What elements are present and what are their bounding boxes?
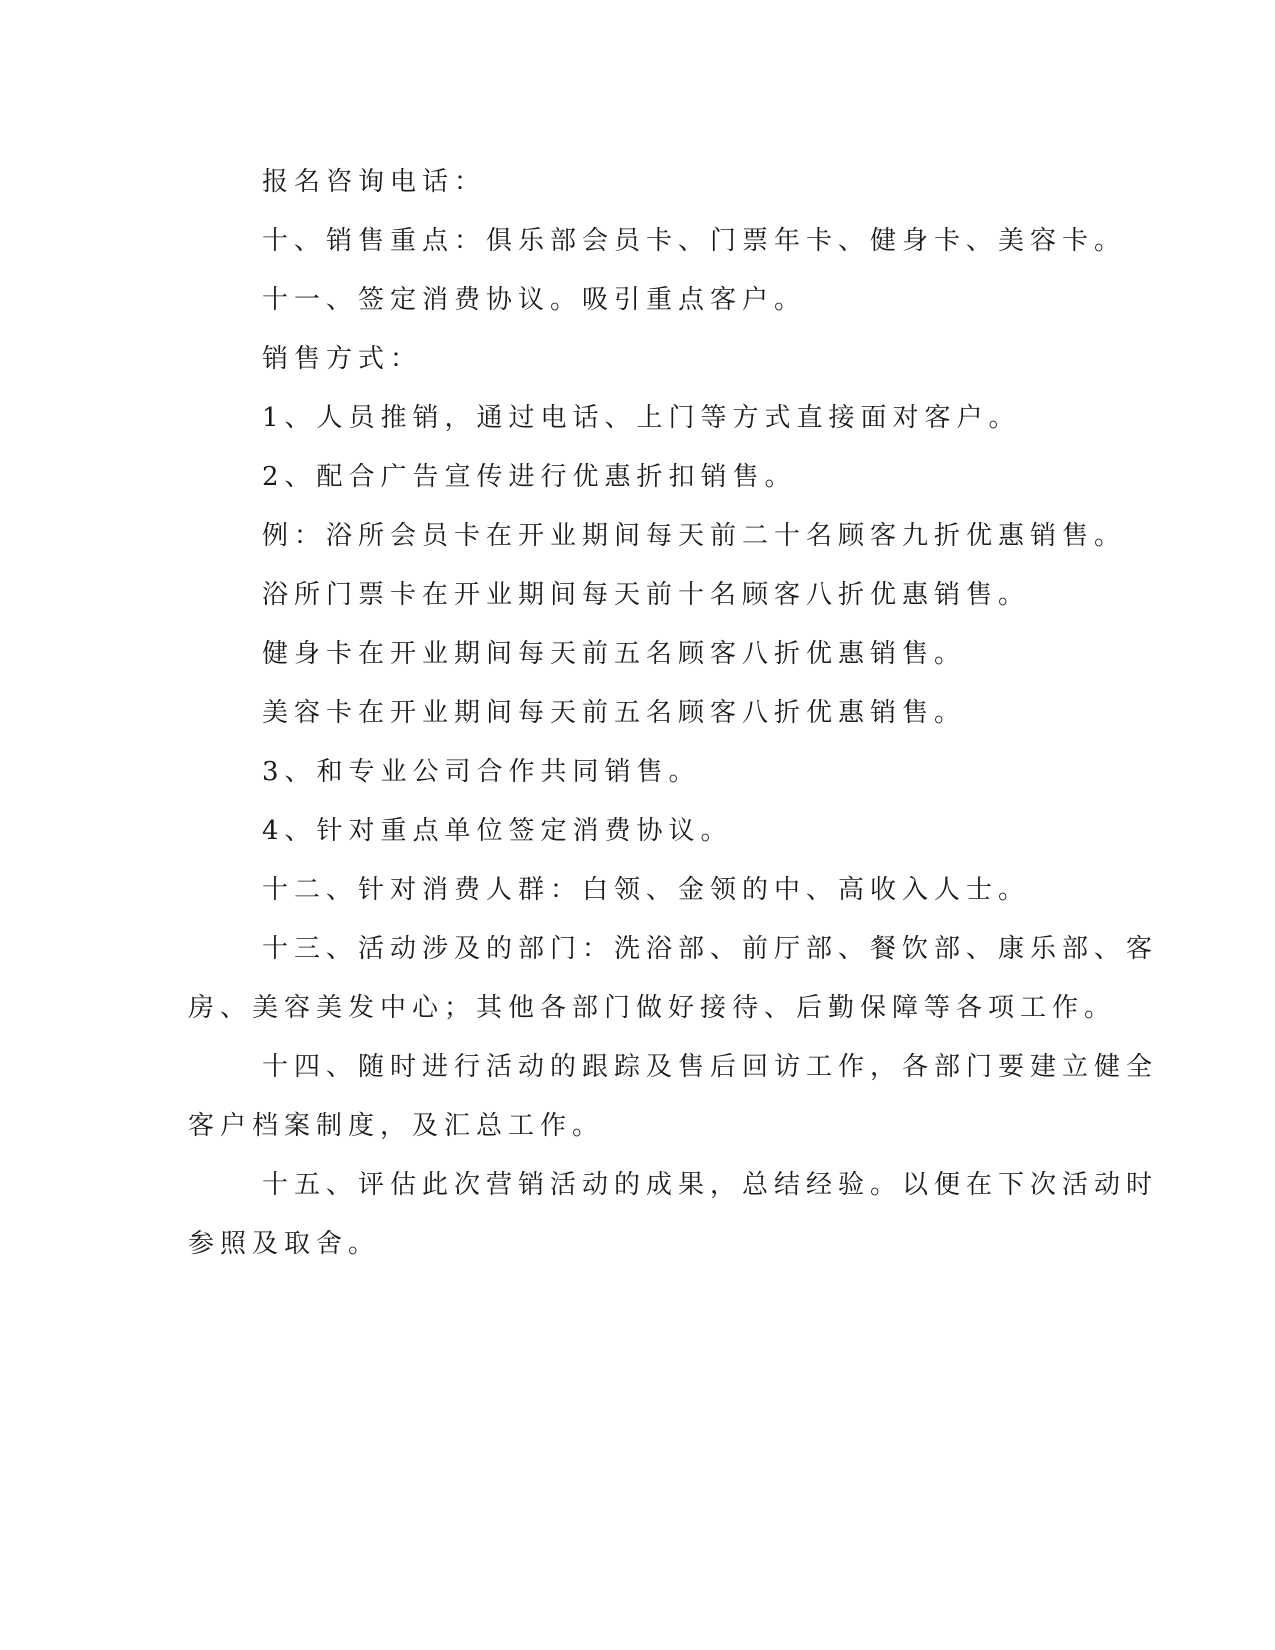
section-14-follow-up: 十四、随时进行活动的跟踪及售后回访工作，各部门要建立健全 <box>262 1052 1159 1082</box>
section-11-agreement: 十一、签定消费协议。吸引重点客户。 <box>262 285 807 315</box>
section-13-departments-cont: 房、美容美发中心；其他各部门做好接待、后勤保障等各项工作。 <box>188 993 1117 1023</box>
section-12-target-audience: 十二、针对消费人群：白领、金领的中、高收入人士。 <box>262 875 1031 905</box>
section-14-follow-up-cont: 客户档案制度，及汇总工作。 <box>188 1111 605 1141</box>
example-fitness-card: 健身卡在开业期间每天前五名顾客八折优惠销售。 <box>262 639 967 669</box>
section-15-evaluation: 十五、评估此次营销活动的成果，总结经验。以便在下次活动时 <box>262 1170 1159 1200</box>
method-3-partnership: 3、和专业公司合作共同销售。 <box>262 757 701 787</box>
method-2-advertising-discount: 2、配合广告宣传进行优惠折扣销售。 <box>262 462 797 492</box>
example-beauty-card: 美容卡在开业期间每天前五名顾客八折优惠销售。 <box>262 698 967 728</box>
section-15-evaluation-cont: 参照及取舍。 <box>188 1229 381 1259</box>
section-10-sales-focus: 十、销售重点：俱乐部会员卡、门票年卡、健身卡、美容卡。 <box>262 226 1127 256</box>
method-4-key-units: 4、针对重点单位签定消费协议。 <box>262 816 733 846</box>
contact-phone-line: 报名咨询电话： <box>262 167 487 197</box>
method-1-personal-selling: 1、人员推销，通过电话、上门等方式直接面对客户。 <box>262 403 1021 433</box>
sales-methods-heading: 销售方式： <box>262 344 423 374</box>
section-13-departments: 十三、活动涉及的部门：洗浴部、前厅部、餐饮部、康乐部、客 <box>262 934 1159 964</box>
example-bath-member-card: 例：浴所会员卡在开业期间每天前二十名顾客九折优惠销售。 <box>262 521 1127 551</box>
example-bath-ticket-card: 浴所门票卡在开业期间每天前十名顾客八折优惠销售。 <box>262 580 1031 610</box>
